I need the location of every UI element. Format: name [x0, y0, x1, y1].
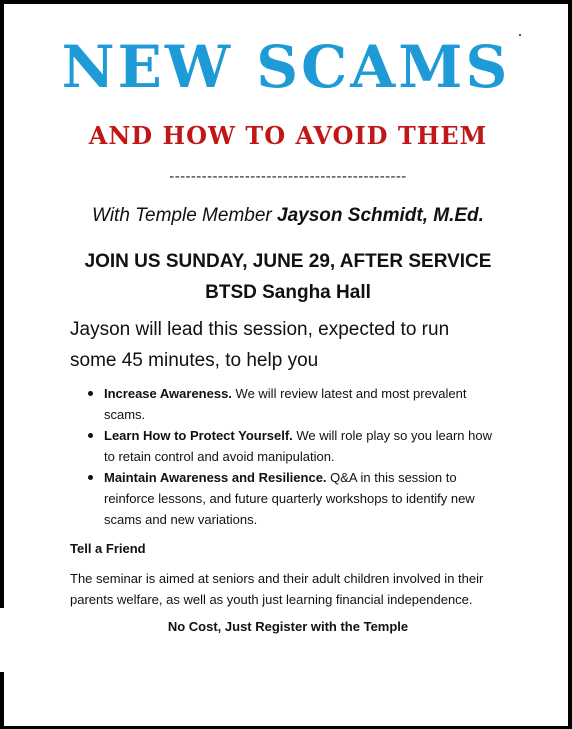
intro-text: Jayson will lead this session, expected to run some 45 minutes, to help you: [70, 319, 450, 371]
border-gap: [0, 608, 5, 672]
tell-a-friend-heading: Tell a Friend: [70, 541, 146, 556]
list-item-heading: Learn How to Protect Yourself.: [104, 428, 293, 443]
event-location: BTSD Sangha Hall: [205, 282, 371, 303]
event-details: [0, 246, 572, 308]
presenter-name: Jayson Schmidt, M.Ed.: [277, 205, 484, 226]
cost-note: No Cost, Just Register with the Temple: [167, 619, 409, 634]
dashed-divider: --------------------------------------------: [169, 168, 407, 185]
list-item: [104, 425, 506, 467]
list-item-text: We will role play so you learn how to retain control and avoid manipulation.: [104, 428, 492, 464]
presenter-prefix: With Temple Member: [92, 205, 278, 226]
list-item-text: Q&A in this session to reinforce lessons, and future quarterly workshops to identify new scams and new variations.: [104, 470, 475, 527]
flyer-subtitle: AND HOW TO AVOID THEM: [88, 121, 488, 150]
list-item-text: We will review latest and most prevalent scams.: [104, 386, 467, 422]
list-item-heading: Maintain Awareness and Resilience.: [104, 470, 327, 485]
event-date: JOIN US SUNDAY, JUNE 29, AFTER SERVICE: [84, 251, 492, 272]
list-item: [104, 467, 506, 530]
benefits-list: [70, 383, 506, 530]
presenter-line: [0, 205, 572, 227]
flyer-title: NEW SCAMS: [61, 33, 511, 101]
list-item: [104, 383, 506, 425]
list-item-heading: Increase Awareness.: [104, 386, 232, 401]
audience-paragraph: The seminar is aimed at seniors and their adult children involved in their parents welfare, as well as youth just learning financial independence.: [70, 571, 484, 607]
stray-mark: [519, 34, 521, 36]
